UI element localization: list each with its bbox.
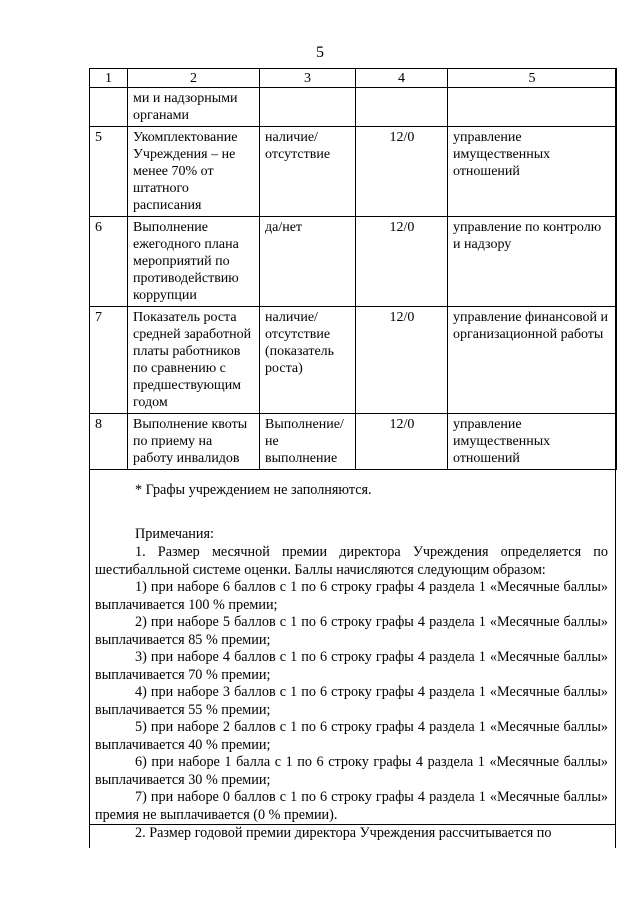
row-number: 8: [90, 414, 128, 470]
list-item: 6) при наборе 1 балла с 1 по 6 строку графы 4 раздела 1 «Месячные баллы» выплачивается 30 % премии;: [95, 754, 608, 788]
row-number: 5: [90, 127, 128, 217]
row-score: 12/0: [356, 307, 448, 414]
criteria-table: [89, 68, 617, 470]
row-indicator: ми и надзорными органами: [128, 88, 260, 127]
row-department: управление имущественных отношений: [448, 127, 617, 217]
row-department: управление финансовой и организационной работы: [448, 307, 617, 414]
header-col-2: 2: [128, 69, 260, 88]
list-item: 7) при наборе 0 баллов с 1 по 6 строку графы 4 раздела 1 «Месячные баллы» премия не выплачивается (0 % премии).: [95, 789, 608, 823]
table-header-row: [90, 69, 617, 88]
notes-section: [89, 470, 616, 843]
row-score: 12/0: [356, 127, 448, 217]
row-indicator: Выполнение ежегодного плана мероприятий по противодействию коррупции: [128, 217, 260, 307]
row-number: [90, 88, 128, 127]
row-score: [356, 88, 448, 127]
table-row: [90, 307, 617, 414]
table-row: [90, 88, 617, 127]
header-col-5: 5: [448, 69, 617, 88]
note-2: 2. Размер годовой премии директора Учреждения рассчитывается по: [89, 824, 616, 843]
row-indicator: Показатель роста средней заработной платы работников по сравнению с предшествующим годом: [128, 307, 260, 414]
row-number: 6: [90, 217, 128, 307]
header-col-4: 4: [356, 69, 448, 88]
table-row: [90, 414, 617, 470]
row-department: управление по контролю и надзору: [448, 217, 617, 307]
row-indicator: Укомплектование Учреждения – не менее 70% от штатного расписания: [128, 127, 260, 217]
row-measure: наличие/ отсутствие (показатель роста): [260, 307, 356, 414]
table-row: [90, 217, 617, 307]
row-measure: [260, 88, 356, 127]
list-item: 4) при наборе 3 баллов с 1 по 6 строку графы 4 раздела 1 «Месячные баллы» выплачивается 55 % премии;: [95, 684, 608, 718]
row-measure: наличие/ отсутствие: [260, 127, 356, 217]
row-indicator: Выполнение квоты по приему на работу инвалидов: [128, 414, 260, 470]
row-score: 12/0: [356, 414, 448, 470]
footnote: * Графы учреждением не заполняются.: [135, 482, 372, 498]
notes-title: Примечания:: [135, 525, 214, 542]
row-measure: да/нет: [260, 217, 356, 307]
header-col-3: 3: [260, 69, 356, 88]
row-number: 7: [90, 307, 128, 414]
list-item: 2) при наборе 5 баллов с 1 по 6 строку графы 4 раздела 1 «Месячные баллы» выплачивается 85 % премии;: [95, 614, 608, 648]
row-measure: Выполнение/ не выполнение: [260, 414, 356, 470]
list-item: 1) при наборе 6 баллов с 1 по 6 строку графы 4 раздела 1 «Месячные баллы» выплачивается 100 % премии;: [95, 579, 608, 613]
table-row: [90, 127, 617, 217]
row-department: [448, 88, 617, 127]
row-score: 12/0: [356, 217, 448, 307]
header-col-1: 1: [90, 69, 128, 88]
note-1: 1. Размер месячной премии директора Учреждения определяется по шестибалльной системе оценки. Баллы начисляются следующим образом:: [95, 544, 608, 578]
list-item: 3) при наборе 4 баллов с 1 по 6 строку графы 4 раздела 1 «Месячные баллы» выплачивается 70 % премии;: [95, 649, 608, 683]
list-item: 5) при наборе 2 баллов с 1 по 6 строку графы 4 раздела 1 «Месячные баллы» выплачивается 40 % премии;: [95, 719, 608, 753]
page-number: 5: [316, 44, 324, 61]
row-department: управление имущественных отношений: [448, 414, 617, 470]
